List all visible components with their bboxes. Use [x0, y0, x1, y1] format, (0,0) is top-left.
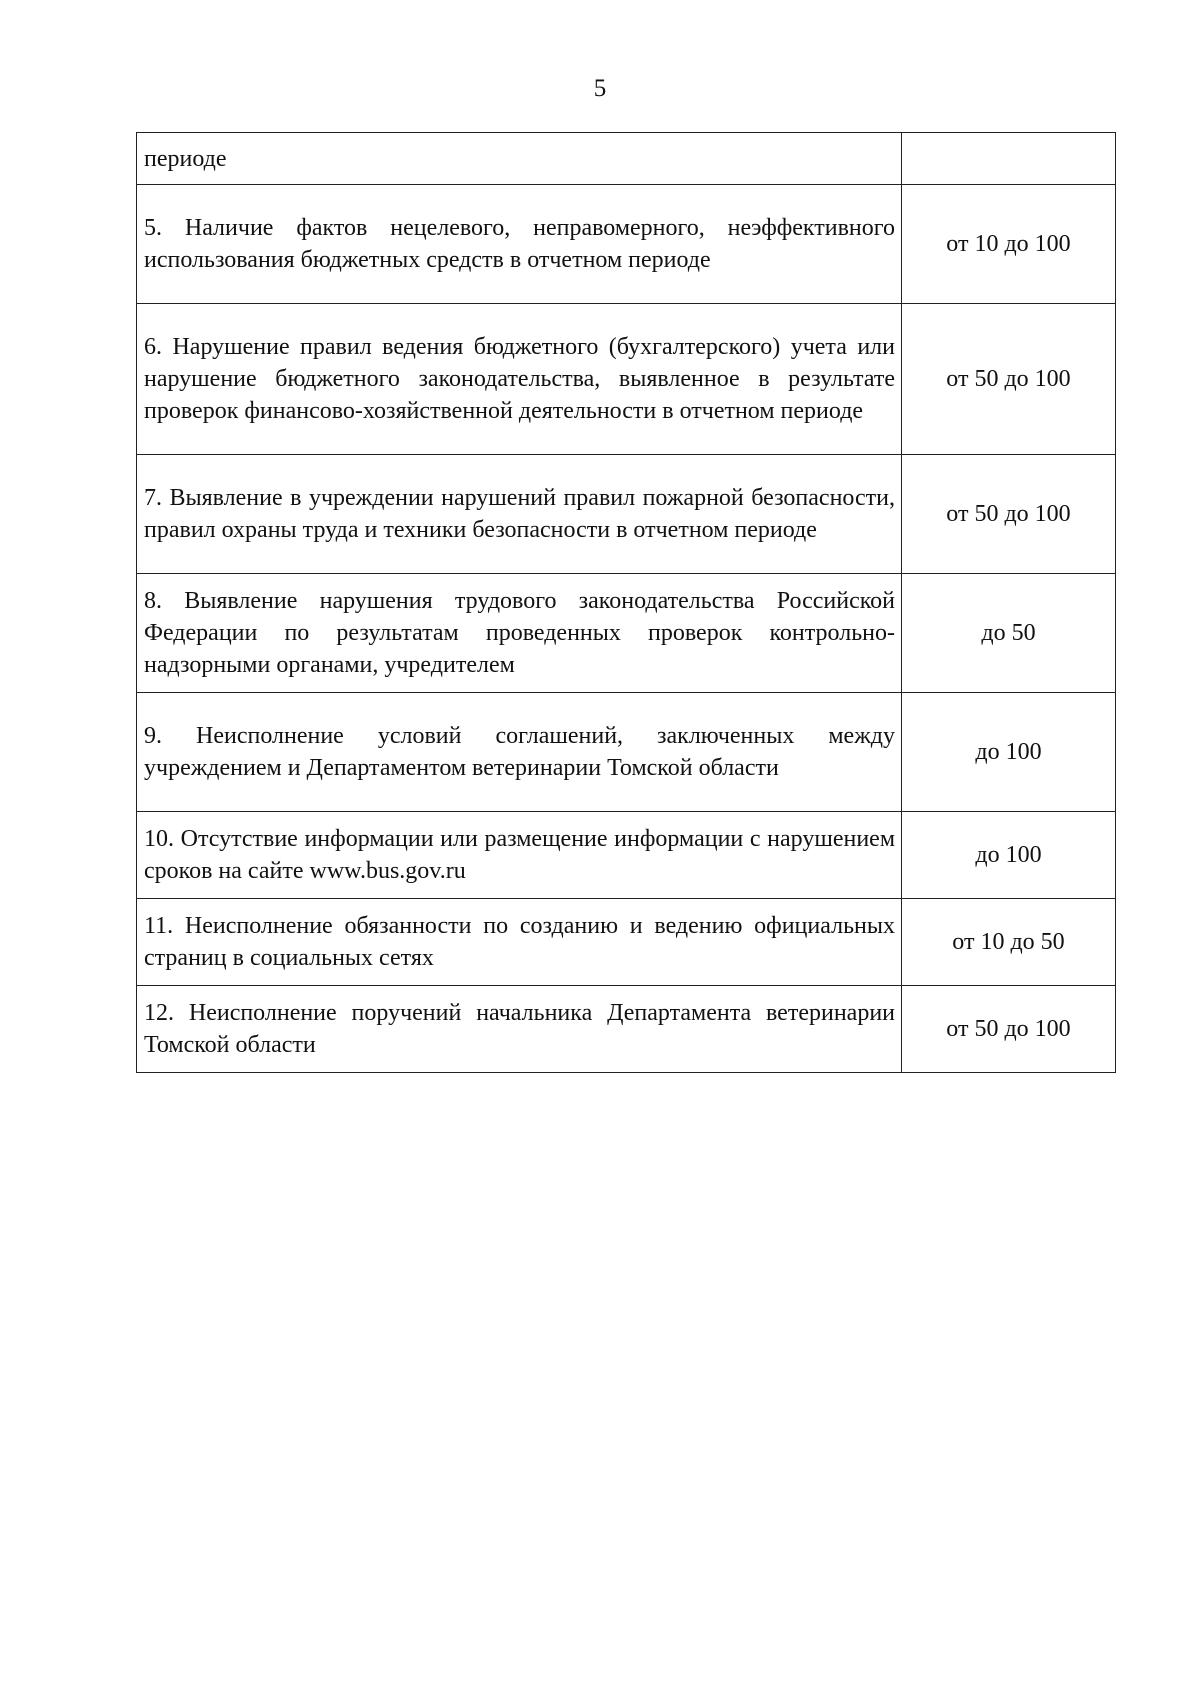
table-row — [137, 455, 1116, 574]
criterion-description: 6. Нарушение правил ведения бюджетного (бухгалтерского) учета или нарушение бюджетного законодательства, выявленное в результате проверок финансово-хозяйственной деятельности в отчетном периоде — [137, 304, 902, 455]
criterion-score: до 50 — [902, 574, 1116, 693]
table-row — [137, 185, 1116, 304]
criterion-score: до 100 — [902, 812, 1116, 899]
table-row — [137, 899, 1116, 986]
table-row — [137, 304, 1116, 455]
criterion-score: до 100 — [902, 693, 1116, 812]
criterion-description: 11. Неисполнение обязанности по созданию и ведению официальных страниц в социальных сетях — [137, 899, 902, 986]
table-row — [137, 986, 1116, 1073]
criterion-description: 8. Выявление нарушения трудового законодательства Российской Федерации по результатам проведенных проверок контрольно-надзорными органами, учредителем — [137, 574, 902, 693]
criterion-score: от 50 до 100 — [902, 304, 1116, 455]
criterion-description: 10. Отсутствие информации или размещение информации с нарушением сроков на сайте www.bus.gov.ru — [137, 812, 902, 899]
criterion-score: от 50 до 100 — [902, 986, 1116, 1073]
criterion-score — [902, 133, 1116, 185]
criteria-table — [136, 132, 1116, 1073]
criterion-description: 9. Неисполнение условий соглашений, заключенных между учреждением и Департаментом ветеринарии Томской области — [137, 693, 902, 812]
table-row — [137, 693, 1116, 812]
criterion-description: 7. Выявление в учреждении нарушений правил пожарной безопасности, правил охраны труда и техники безопасности в отчетном периоде — [137, 455, 902, 574]
page-number: 5 — [593, 75, 607, 102]
criterion-description: 5. Наличие фактов нецелевого, неправомерного, неэффективного использования бюджетных средств в отчетном периоде — [137, 185, 902, 304]
criterion-description: периоде — [137, 133, 902, 185]
criterion-description: 12. Неисполнение поручений начальника Департамента ветеринарии Томской области — [137, 986, 902, 1073]
table-row — [137, 133, 1116, 185]
table-row — [137, 812, 1116, 899]
criterion-score: от 10 до 50 — [902, 899, 1116, 986]
criterion-score: от 10 до 100 — [902, 185, 1116, 304]
criterion-score: от 50 до 100 — [902, 455, 1116, 574]
table-row — [137, 574, 1116, 693]
